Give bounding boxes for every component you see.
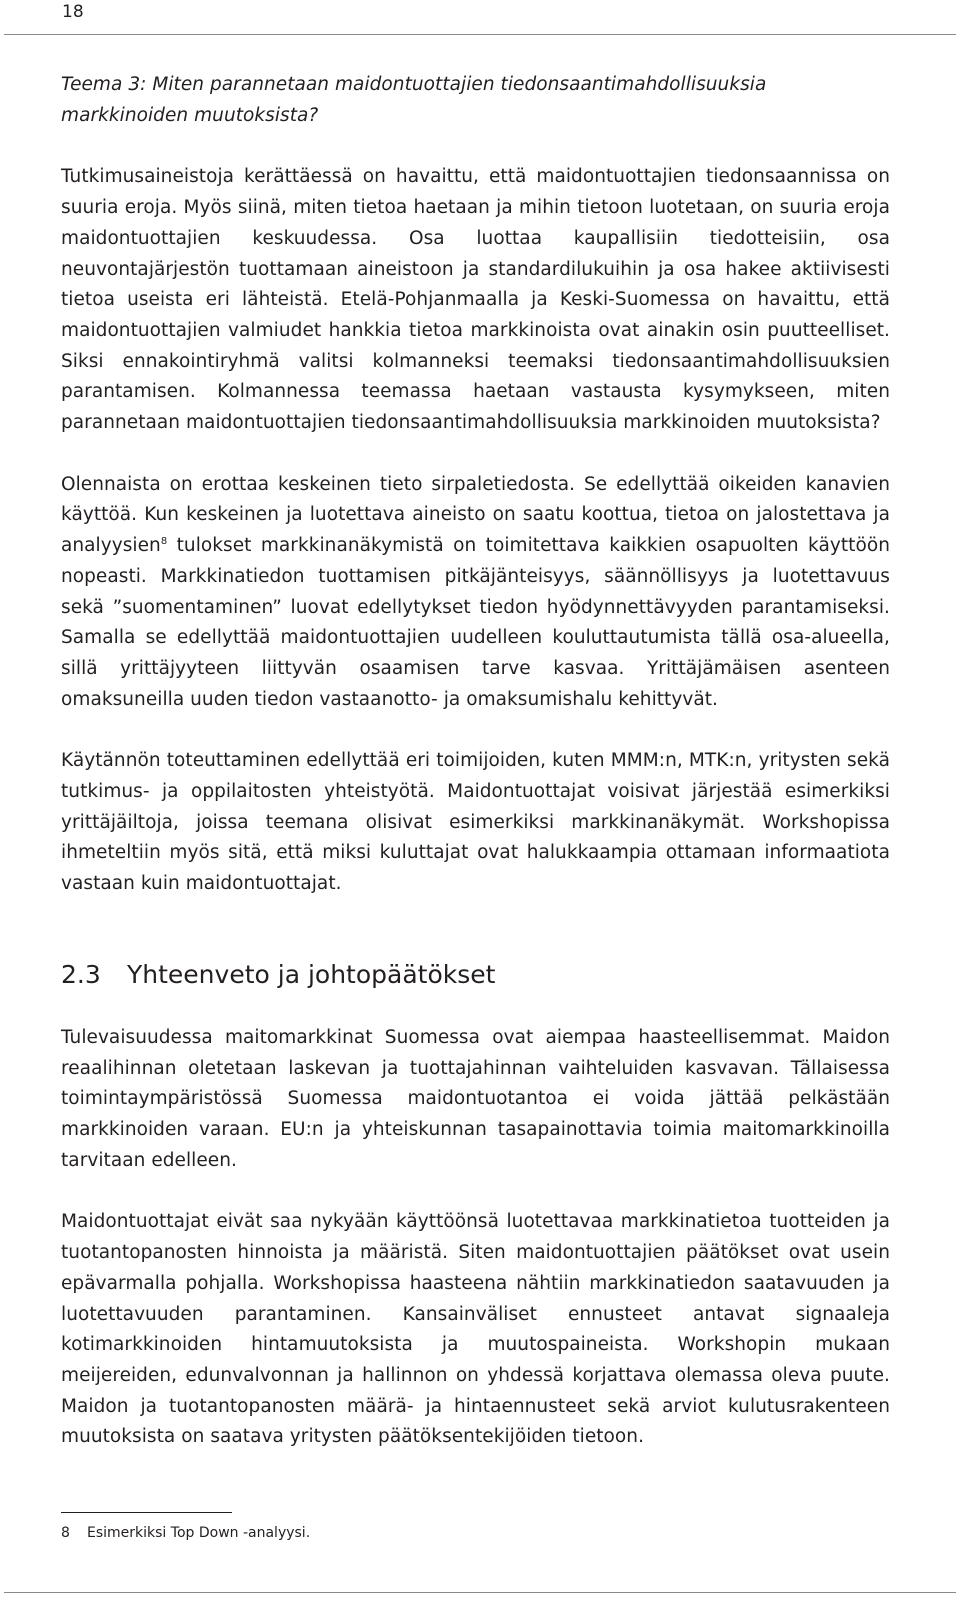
page-number: 18 (62, 2, 84, 22)
footnote-reference[interactable]: 8 (160, 536, 168, 548)
footnote (61, 1523, 310, 1543)
footnote-number: 8 (61, 1525, 70, 1541)
section-title: Yhteenveto ja johtopäätökset (127, 959, 496, 989)
paragraph-text-start: Olennaista on erottaa keskeinen tieto sirpaletiedosta. Se edellyttää oikeiden kanavien käyttöä. Kun keskeinen ja luotettava aineisto on saatu koottua, tietoa on jalostettava ja analyysien (61, 473, 890, 557)
paragraph-data-collection: Tutkimusaineistoja kerättäessä on havaittu, että maidontuottajien tiedonsaannissa on suuria eroja. Myös siinä, miten tietoa haetaan ja mihin tietoon luotetaan, on suuria eroja maidontuottajien keskuudessa. Osa luottaa kaupallisiin tiedotteisiin, osa neuvontajärjestön tuottamaan aineistoon ja standardilukuihin ja osa hakee aktiivisesti tietoa useista eri lähteistä. Etelä-Pohjanmaalla ja Keski-Suomessa on havaittu, että maidontuottajien valmiudet hankkia tietoa markkinoista ovat ainakin osin puutteelliset. Siksi ennakointiryhmä valitsi kolmanneksi teemaksi tiedonsaantimahdollisuuksien parantamisen. Kolmannessa teemassa haetaan vastausta kysymykseen, miten parannetaan maidontuottajien tiedonsaantimahdollisuuksia markkinoiden muutoksista? (61, 166, 890, 434)
page-body (61, 70, 890, 1484)
paragraph-future-markets: Tulevaisuudessa maitomarkkinat Suomessa ovat aiempaa haasteellisemmat. Maidon reaalihinnan oletetaan laskevan ja tuottajahinnan vaihteluiden kasvavan. Tällaisessa toimintaympäristössä Suomessa maidontuotantoa ei voida jättää pelkästään markkinoiden varaan. EU:n ja yhteiskunnan tasapainottavia toimia maitomarkkinoilla tarvitaan edelleen. (61, 1026, 890, 1171)
footnote-text: Esimerkiksi Top Down -analyysi. (87, 1525, 311, 1541)
paragraph-implementation: Käytännön toteuttaminen edellyttää eri toimijoiden, kuten MMM:n, MTK:n, yritysten sekä tutkimus- ja oppilaitosten yhteistyötä. Maidontuottajat voisivat järjestää esimerkiksi yrittäjäiltoja, joissa teemana olisivat esimerkiksi markkinanäkymät. Workshopissa ihmeteltiin myös sitä, että miksi kuluttajat ovat halukkaampia ottamaan informaatiota vastaan kuin maidontuottajat. (61, 750, 890, 895)
paragraph-key-information (61, 470, 890, 716)
header-rule (4, 34, 956, 35)
section-number: 2.3 (61, 959, 101, 989)
paragraph-text-end: tulokset markkinanäkymistä on toimitettava kaikkien osapuolten käyttöön nopeasti. Markkinatiedon tuottamisen pitkäjänteisyys, säännöllisyys ja luotettavuus sekä ”suomentaminen” luovat edellytykset tiedon hyödynnettävyyden parantamiseksi. Samalla se edellyttää maidontuottajien uudelleen kouluttautumista tällä osa-alueella, sillä yrittäjyyteen liittyvän osaamisen tarve kasvaa. Yrittäjämäisen asenteen omaksuneilla uuden tiedon vastaanotto- ja omaksumishalu kehittyvät. (61, 535, 890, 710)
section-heading (61, 958, 890, 992)
theme-question: Teema 3: Miten parannetaan maidontuottajien tiedonsaantimahdollisuuksia markkinoiden muutoksista? (61, 74, 767, 126)
footer-rule (4, 1592, 956, 1593)
paragraph-market-information: Maidontuottajat eivät saa nykyään käyttöönsä luotettavaa markkinatietoa tuotteiden ja tuotantopanosten hinnoista ja määristä. Siten maidontuottajien päätökset ovat usein epävarmalla pohjalla. Workshopissa haasteena nähtiin markkinatiedon saatavuuden ja luotettavuuden parantaminen. Kansainväliset ennusteet antavat signaaleja kotimarkkinoiden hintamuutoksista ja muutospaineista. Workshopin mukaan meijereiden, edunvalvonnan ja hallinnon on yhdessä korjattava olemassa oleva puute. Maidon ja tuotantopanosten määrä- ja hintaennusteet sekä arviot kulutusrakenteen muutoksista on saatava yritysten päätöksentekijöiden tietoon. (61, 1211, 890, 1448)
footnote-separator (61, 1512, 232, 1513)
